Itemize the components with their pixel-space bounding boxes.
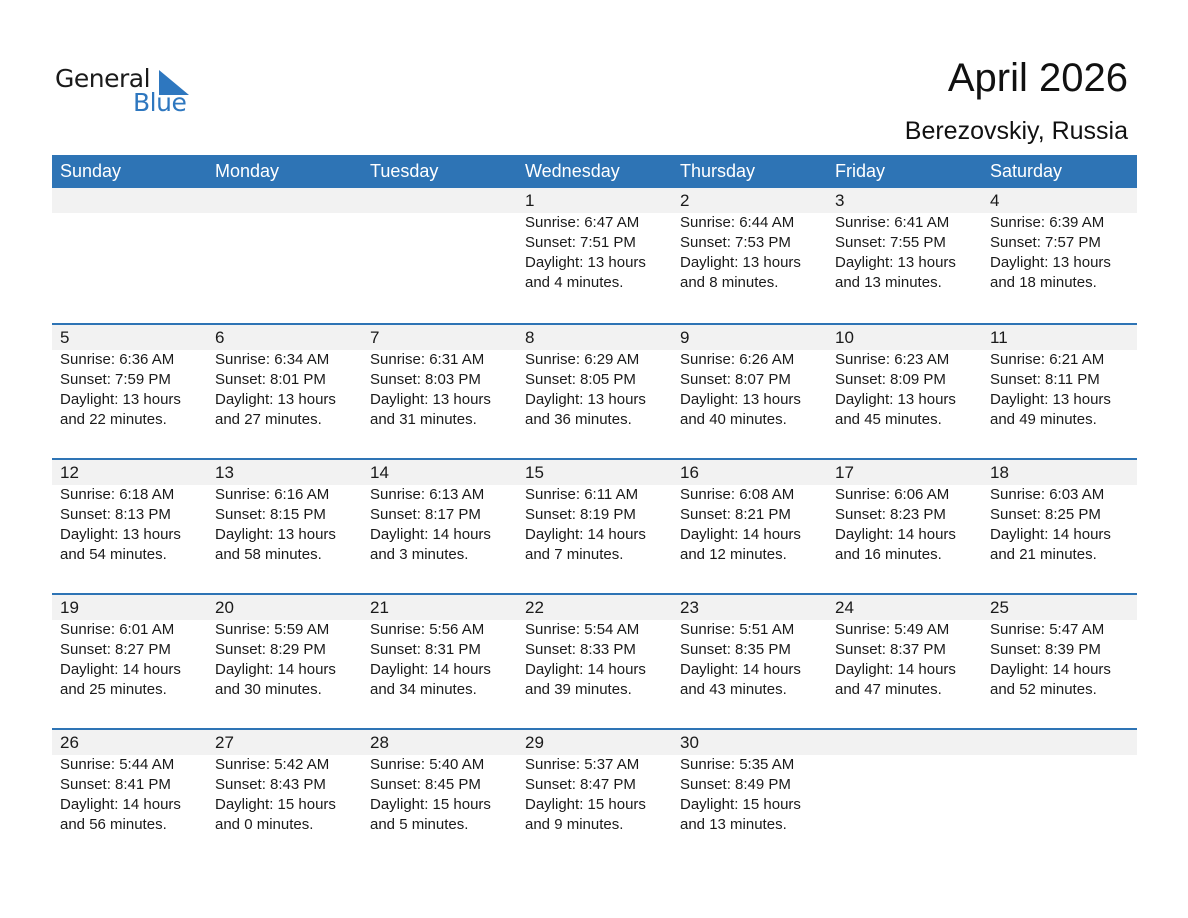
location-subtitle: Berezovskiy, Russia [904, 117, 1128, 145]
daylight-text: Daylight: 14 hours [990, 526, 1111, 543]
day-number: 30 [680, 733, 699, 752]
day-number: 28 [370, 733, 389, 752]
day-number: 17 [835, 463, 854, 482]
day-number: 21 [370, 598, 389, 617]
sunrise-text: Sunrise: 6:47 AM [525, 214, 640, 231]
sunrise-text: Sunrise: 5:49 AM [835, 621, 950, 638]
sunset-text: Sunset: 8:21 PM [680, 506, 791, 523]
daylight-text: Daylight: 14 hours [990, 661, 1111, 678]
daylight-minutes-text: and 27 minutes. [215, 411, 322, 428]
daylight-minutes-text: and 45 minutes. [835, 411, 942, 428]
daylight-text: Daylight: 13 hours [990, 391, 1111, 408]
daylight-text: Daylight: 14 hours [835, 526, 956, 543]
day-number: 13 [215, 463, 234, 482]
sunset-text: Sunset: 8:01 PM [215, 371, 326, 388]
weekday-header-row [52, 155, 1137, 188]
day-cell [517, 325, 672, 430]
daylight-text: Daylight: 13 hours [60, 391, 181, 408]
day-cell [982, 188, 1137, 293]
daylight-minutes-text: and 9 minutes. [525, 816, 624, 833]
daylight-minutes-text: and 30 minutes. [215, 681, 322, 698]
calendar-grid [52, 155, 1137, 863]
day-cell [517, 188, 672, 293]
daylight-text: Daylight: 15 hours [370, 796, 491, 813]
day-cell [362, 188, 517, 293]
day-cell [827, 325, 982, 430]
daylight-text: Daylight: 14 hours [525, 661, 646, 678]
daylight-text: Daylight: 13 hours [990, 254, 1111, 271]
day-cell [672, 730, 827, 835]
daylight-text: Daylight: 13 hours [215, 526, 336, 543]
day-number: 19 [60, 598, 79, 617]
daylight-minutes-text: and 36 minutes. [525, 411, 632, 428]
day-number: 2 [680, 191, 690, 210]
general-blue-logo [55, 62, 205, 122]
day-cell [517, 595, 672, 700]
weekday-monday: Monday [215, 161, 280, 181]
daylight-text: Daylight: 13 hours [60, 526, 181, 543]
page-title: April 2026 [947, 56, 1128, 100]
daylight-text: Daylight: 14 hours [215, 661, 336, 678]
sunset-text: Sunset: 8:05 PM [525, 371, 636, 388]
day-cell [672, 460, 827, 565]
sunset-text: Sunset: 8:49 PM [680, 776, 791, 793]
weekday-tuesday: Tuesday [370, 161, 439, 181]
daylight-minutes-text: and 18 minutes. [990, 274, 1097, 291]
sunset-text: Sunset: 7:53 PM [680, 234, 791, 251]
daylight-minutes-text: and 49 minutes. [990, 411, 1097, 428]
daylight-minutes-text: and 3 minutes. [370, 546, 469, 563]
day-cell [982, 325, 1137, 430]
day-cell [517, 460, 672, 565]
sunrise-text: Sunrise: 6:39 AM [990, 214, 1105, 231]
daylight-text: Daylight: 13 hours [680, 391, 801, 408]
day-number: 1 [525, 191, 535, 210]
day-number: 8 [525, 328, 535, 347]
day-number: 12 [60, 463, 79, 482]
logo-word-blue: Blue [133, 88, 187, 117]
day-cell [827, 595, 982, 700]
day-number: 9 [680, 328, 690, 347]
day-number [835, 730, 982, 755]
day-cell [672, 595, 827, 700]
sunset-text: Sunset: 8:07 PM [680, 371, 791, 388]
day-cell [52, 460, 207, 565]
daylight-text: Daylight: 13 hours [835, 391, 956, 408]
sunrise-text: Sunrise: 5:47 AM [990, 621, 1105, 638]
sunrise-text: Sunrise: 6:23 AM [835, 351, 950, 368]
day-cell [672, 188, 827, 293]
sunrise-text: Sunrise: 6:36 AM [60, 351, 175, 368]
week-row [52, 593, 1137, 728]
sunrise-text: Sunrise: 5:40 AM [370, 756, 485, 773]
daylight-minutes-text: and 25 minutes. [60, 681, 167, 698]
day-cell [672, 325, 827, 430]
sunset-text: Sunset: 8:03 PM [370, 371, 481, 388]
day-number: 14 [370, 463, 389, 482]
daylight-minutes-text: and 16 minutes. [835, 546, 942, 563]
day-number: 3 [835, 191, 845, 210]
day-cell [207, 188, 362, 293]
sunset-text: Sunset: 8:45 PM [370, 776, 481, 793]
sunrise-text: Sunrise: 6:21 AM [990, 351, 1105, 368]
day-cell [362, 595, 517, 700]
sunrise-text: Sunrise: 6:13 AM [370, 486, 485, 503]
sunrise-text: Sunrise: 6:11 AM [525, 486, 639, 503]
daylight-text: Daylight: 15 hours [525, 796, 646, 813]
day-number: 4 [990, 191, 1000, 210]
daylight-text: Daylight: 14 hours [60, 661, 181, 678]
day-number: 27 [215, 733, 234, 752]
sunset-text: Sunset: 8:29 PM [215, 641, 326, 658]
daylight-minutes-text: and 0 minutes. [215, 816, 314, 833]
sunrise-text: Sunrise: 6:08 AM [680, 486, 795, 503]
day-cell [362, 325, 517, 430]
sunset-text: Sunset: 8:09 PM [835, 371, 946, 388]
day-cell [207, 325, 362, 430]
day-number: 5 [60, 328, 70, 347]
day-cell [982, 730, 1137, 835]
week-row [52, 188, 1137, 323]
daylight-minutes-text: and 39 minutes. [525, 681, 632, 698]
daylight-text: Daylight: 13 hours [370, 391, 491, 408]
daylight-text: Daylight: 14 hours [680, 526, 801, 543]
day-cell [207, 730, 362, 835]
sunset-text: Sunset: 8:31 PM [370, 641, 481, 658]
daylight-minutes-text: and 13 minutes. [835, 274, 942, 291]
day-number: 22 [525, 598, 544, 617]
sunrise-text: Sunrise: 6:41 AM [835, 214, 950, 231]
sunrise-text: Sunrise: 5:56 AM [370, 621, 485, 638]
sunset-text: Sunset: 8:35 PM [680, 641, 791, 658]
sunset-text: Sunset: 8:33 PM [525, 641, 636, 658]
daylight-text: Daylight: 15 hours [680, 796, 801, 813]
sunset-text: Sunset: 8:43 PM [215, 776, 326, 793]
day-number [215, 188, 362, 213]
daylight-minutes-text: and 22 minutes. [60, 411, 167, 428]
sunset-text: Sunset: 8:37 PM [835, 641, 946, 658]
day-cell [827, 188, 982, 293]
daylight-text: Daylight: 13 hours [835, 254, 956, 271]
daylight-minutes-text: and 31 minutes. [370, 411, 477, 428]
day-cell [52, 730, 207, 835]
daylight-minutes-text: and 13 minutes. [680, 816, 787, 833]
daylight-text: Daylight: 13 hours [525, 254, 646, 271]
sunrise-text: Sunrise: 5:35 AM [680, 756, 795, 773]
daylight-minutes-text: and 52 minutes. [990, 681, 1097, 698]
sunrise-text: Sunrise: 6:34 AM [215, 351, 330, 368]
daylight-minutes-text: and 21 minutes. [990, 546, 1097, 563]
sunrise-text: Sunrise: 6:01 AM [60, 621, 175, 638]
sunrise-text: Sunrise: 6:31 AM [370, 351, 485, 368]
daylight-minutes-text: and 47 minutes. [835, 681, 942, 698]
day-number: 18 [990, 463, 1009, 482]
sunset-text: Sunset: 7:51 PM [525, 234, 636, 251]
day-number: 20 [215, 598, 234, 617]
sunrise-text: Sunrise: 6:06 AM [835, 486, 950, 503]
daylight-text: Daylight: 14 hours [680, 661, 801, 678]
daylight-text: Daylight: 13 hours [215, 391, 336, 408]
daylight-minutes-text: and 7 minutes. [525, 546, 624, 563]
sunrise-text: Sunrise: 6:16 AM [215, 486, 330, 503]
daylight-text: Daylight: 13 hours [680, 254, 801, 271]
sunset-text: Sunset: 8:47 PM [525, 776, 636, 793]
sunset-text: Sunset: 8:23 PM [835, 506, 946, 523]
day-cell [362, 460, 517, 565]
daylight-minutes-text: and 54 minutes. [60, 546, 167, 563]
day-number: 25 [990, 598, 1009, 617]
day-number: 10 [835, 328, 854, 347]
day-number: 29 [525, 733, 544, 752]
sunset-text: Sunset: 8:17 PM [370, 506, 481, 523]
sunrise-text: Sunrise: 6:03 AM [990, 486, 1105, 503]
daylight-text: Daylight: 14 hours [835, 661, 956, 678]
sunset-text: Sunset: 7:59 PM [60, 371, 171, 388]
day-number: 26 [60, 733, 79, 752]
sunrise-text: Sunrise: 5:44 AM [60, 756, 175, 773]
sunrise-text: Sunrise: 5:42 AM [215, 756, 330, 773]
weekday-thursday: Thursday [680, 161, 756, 181]
day-cell [52, 188, 207, 293]
day-number [60, 188, 207, 213]
weeks-container [52, 188, 1137, 863]
day-number: 15 [525, 463, 544, 482]
day-number: 11 [990, 328, 1008, 347]
daylight-minutes-text: and 8 minutes. [680, 274, 779, 291]
day-cell [52, 325, 207, 430]
week-row [52, 728, 1137, 863]
sunset-text: Sunset: 8:39 PM [990, 641, 1101, 658]
week-row [52, 323, 1137, 458]
daylight-minutes-text: and 4 minutes. [525, 274, 624, 291]
daylight-minutes-text: and 56 minutes. [60, 816, 167, 833]
sunset-text: Sunset: 8:15 PM [215, 506, 326, 523]
sunset-text: Sunset: 8:11 PM [990, 371, 1100, 388]
logo-word-general: General [55, 64, 151, 93]
day-number: 16 [680, 463, 699, 482]
sunrise-text: Sunrise: 6:18 AM [60, 486, 175, 503]
daylight-minutes-text: and 40 minutes. [680, 411, 787, 428]
sunrise-text: Sunrise: 5:54 AM [525, 621, 640, 638]
sunrise-text: Sunrise: 5:59 AM [215, 621, 330, 638]
sunrise-text: Sunrise: 6:29 AM [525, 351, 640, 368]
day-number [990, 730, 1137, 755]
day-cell [207, 595, 362, 700]
daylight-text: Daylight: 15 hours [215, 796, 336, 813]
day-number: 7 [370, 328, 380, 347]
weekday-sunday: Sunday [60, 161, 122, 181]
sunrise-text: Sunrise: 5:51 AM [680, 621, 795, 638]
daylight-text: Daylight: 14 hours [370, 526, 491, 543]
day-number [370, 188, 517, 213]
daylight-minutes-text: and 58 minutes. [215, 546, 322, 563]
sunrise-text: Sunrise: 6:44 AM [680, 214, 795, 231]
daylight-minutes-text: and 5 minutes. [370, 816, 469, 833]
day-cell [52, 595, 207, 700]
day-cell [827, 730, 982, 835]
day-cell [982, 595, 1137, 700]
day-number: 24 [835, 598, 854, 617]
sunrise-text: Sunrise: 6:26 AM [680, 351, 795, 368]
daylight-text: Daylight: 14 hours [525, 526, 646, 543]
day-number: 6 [215, 328, 225, 347]
sunset-text: Sunset: 7:55 PM [835, 234, 946, 251]
daylight-minutes-text: and 34 minutes. [370, 681, 477, 698]
day-cell [982, 460, 1137, 565]
sunset-text: Sunset: 8:27 PM [60, 641, 171, 658]
daylight-minutes-text: and 12 minutes. [680, 546, 787, 563]
daylight-text: Daylight: 14 hours [370, 661, 491, 678]
sunrise-text: Sunrise: 5:37 AM [525, 756, 640, 773]
day-number: 23 [680, 598, 699, 617]
sunset-text: Sunset: 8:13 PM [60, 506, 171, 523]
sunset-text: Sunset: 7:57 PM [990, 234, 1101, 251]
daylight-text: Daylight: 14 hours [60, 796, 181, 813]
daylight-text: Daylight: 13 hours [525, 391, 646, 408]
sunset-text: Sunset: 8:41 PM [60, 776, 171, 793]
sunset-text: Sunset: 8:25 PM [990, 506, 1101, 523]
weekday-saturday: Saturday [990, 161, 1063, 181]
weekday-friday: Friday [835, 161, 886, 181]
day-cell [362, 730, 517, 835]
weekday-wednesday: Wednesday [525, 161, 620, 181]
daylight-minutes-text: and 43 minutes. [680, 681, 787, 698]
day-cell [827, 460, 982, 565]
week-row [52, 458, 1137, 593]
sunset-text: Sunset: 8:19 PM [525, 506, 636, 523]
day-cell [517, 730, 672, 835]
day-cell [207, 460, 362, 565]
